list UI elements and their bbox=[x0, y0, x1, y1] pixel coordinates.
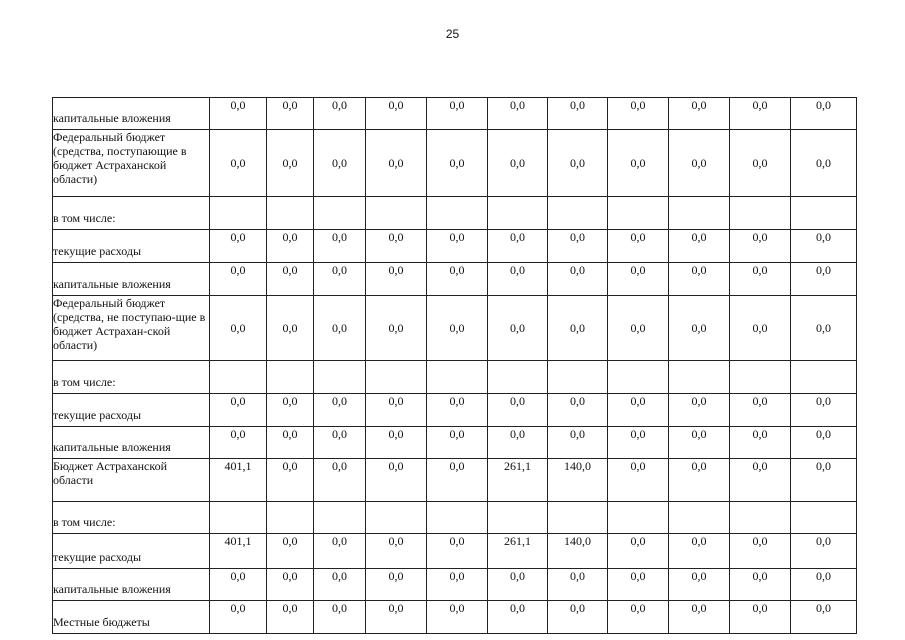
value-cell: 0,0 bbox=[210, 394, 267, 427]
value-cell: 0,0 bbox=[366, 263, 427, 296]
value-cell bbox=[314, 502, 366, 534]
value-cell: 0,0 bbox=[669, 263, 730, 296]
row-label: в том числе: bbox=[53, 197, 210, 230]
value-cell: 140,0 bbox=[548, 534, 608, 569]
value-cell: 0,0 bbox=[366, 98, 427, 130]
value-cell: 0,0 bbox=[669, 394, 730, 427]
value-cell bbox=[488, 502, 548, 534]
value-cell: 0,0 bbox=[210, 296, 267, 361]
value-cell: 401,1 bbox=[210, 459, 267, 502]
value-cell: 0,0 bbox=[267, 601, 314, 634]
value-cell: 0,0 bbox=[488, 130, 548, 197]
value-cell bbox=[427, 197, 488, 230]
value-cell: 0,0 bbox=[669, 534, 730, 569]
table-row bbox=[53, 459, 857, 502]
value-cell: 0,0 bbox=[314, 394, 366, 427]
value-cell bbox=[366, 502, 427, 534]
value-cell: 0,0 bbox=[314, 98, 366, 130]
value-cell: 0,0 bbox=[267, 569, 314, 601]
value-cell bbox=[210, 502, 267, 534]
value-cell: 0,0 bbox=[267, 394, 314, 427]
page-number: 25 bbox=[445, 27, 460, 41]
value-cell: 0,0 bbox=[314, 296, 366, 361]
value-cell: 0,0 bbox=[669, 427, 730, 459]
value-cell: 0,0 bbox=[488, 230, 548, 263]
value-cell: 0,0 bbox=[608, 230, 669, 263]
row-label: текущие расходы bbox=[53, 534, 210, 569]
value-cell: 0,0 bbox=[548, 394, 608, 427]
value-cell: 0,0 bbox=[669, 296, 730, 361]
value-cell bbox=[608, 502, 669, 534]
value-cell: 0,0 bbox=[488, 394, 548, 427]
value-cell: 0,0 bbox=[267, 459, 314, 502]
table-row bbox=[53, 98, 857, 130]
value-cell: 0,0 bbox=[427, 569, 488, 601]
value-cell: 0,0 bbox=[488, 263, 548, 296]
value-cell: 0,0 bbox=[427, 296, 488, 361]
value-cell: 0,0 bbox=[791, 296, 857, 361]
value-cell bbox=[669, 502, 730, 534]
value-cell: 0,0 bbox=[427, 601, 488, 634]
value-cell: 0,0 bbox=[427, 394, 488, 427]
value-cell: 0,0 bbox=[488, 427, 548, 459]
value-cell: 0,0 bbox=[427, 459, 488, 502]
value-cell: 0,0 bbox=[548, 296, 608, 361]
value-cell: 0,0 bbox=[548, 569, 608, 601]
table-row bbox=[53, 361, 857, 394]
table-row bbox=[53, 502, 857, 534]
value-cell: 0,0 bbox=[366, 459, 427, 502]
row-label: капитальные вложения bbox=[53, 263, 210, 296]
table-row bbox=[53, 296, 857, 361]
value-cell: 0,0 bbox=[608, 427, 669, 459]
value-cell: 0,0 bbox=[366, 296, 427, 361]
value-cell: 0,0 bbox=[730, 263, 791, 296]
value-cell: 0,0 bbox=[548, 230, 608, 263]
value-cell: 0,0 bbox=[314, 230, 366, 263]
value-cell: 0,0 bbox=[548, 130, 608, 197]
value-cell: 0,0 bbox=[791, 98, 857, 130]
row-label: текущие расходы bbox=[53, 230, 210, 263]
row-label: Местные бюджеты bbox=[53, 601, 210, 634]
value-cell: 0,0 bbox=[314, 130, 366, 197]
row-label: в том числе: bbox=[53, 361, 210, 394]
value-cell: 0,0 bbox=[314, 534, 366, 569]
table-row bbox=[53, 569, 857, 601]
value-cell: 0,0 bbox=[608, 569, 669, 601]
value-cell: 0,0 bbox=[488, 296, 548, 361]
budget-table bbox=[52, 97, 857, 634]
value-cell: 0,0 bbox=[608, 601, 669, 634]
value-cell: 0,0 bbox=[730, 394, 791, 427]
value-cell: 0,0 bbox=[730, 601, 791, 634]
value-cell bbox=[427, 502, 488, 534]
value-cell: 0,0 bbox=[427, 230, 488, 263]
value-cell: 0,0 bbox=[210, 98, 267, 130]
value-cell bbox=[669, 361, 730, 394]
value-cell bbox=[366, 361, 427, 394]
row-label: Бюджет Астраханской области bbox=[53, 459, 210, 502]
value-cell: 0,0 bbox=[314, 601, 366, 634]
value-cell bbox=[791, 197, 857, 230]
value-cell: 0,0 bbox=[314, 263, 366, 296]
value-cell: 0,0 bbox=[366, 427, 427, 459]
table-row bbox=[53, 427, 857, 459]
value-cell: 0,0 bbox=[210, 263, 267, 296]
value-cell bbox=[548, 361, 608, 394]
value-cell: 0,0 bbox=[608, 98, 669, 130]
table-row bbox=[53, 601, 857, 634]
value-cell: 0,0 bbox=[488, 601, 548, 634]
value-cell: 0,0 bbox=[366, 534, 427, 569]
value-cell: 0,0 bbox=[791, 569, 857, 601]
value-cell: 0,0 bbox=[314, 459, 366, 502]
value-cell: 261,1 bbox=[488, 534, 548, 569]
table-body bbox=[53, 98, 857, 634]
value-cell: 0,0 bbox=[488, 569, 548, 601]
value-cell bbox=[210, 197, 267, 230]
value-cell: 0,0 bbox=[427, 98, 488, 130]
value-cell: 0,0 bbox=[791, 601, 857, 634]
value-cell: 0,0 bbox=[366, 601, 427, 634]
value-cell: 0,0 bbox=[608, 130, 669, 197]
value-cell: 0,0 bbox=[791, 427, 857, 459]
value-cell: 0,0 bbox=[730, 230, 791, 263]
value-cell bbox=[608, 197, 669, 230]
value-cell: 0,0 bbox=[669, 601, 730, 634]
value-cell: 0,0 bbox=[608, 459, 669, 502]
value-cell bbox=[267, 361, 314, 394]
value-cell: 0,0 bbox=[730, 98, 791, 130]
table-row bbox=[53, 394, 857, 427]
table-row bbox=[53, 197, 857, 230]
value-cell: 0,0 bbox=[427, 263, 488, 296]
value-cell: 0,0 bbox=[267, 98, 314, 130]
value-cell: 0,0 bbox=[730, 296, 791, 361]
table-row bbox=[53, 130, 857, 197]
value-cell: 0,0 bbox=[791, 130, 857, 197]
value-cell: 0,0 bbox=[366, 569, 427, 601]
value-cell: 0,0 bbox=[314, 569, 366, 601]
value-cell: 0,0 bbox=[669, 569, 730, 601]
value-cell bbox=[730, 361, 791, 394]
value-cell: 261,1 bbox=[488, 459, 548, 502]
value-cell: 0,0 bbox=[267, 296, 314, 361]
value-cell: 0,0 bbox=[267, 230, 314, 263]
value-cell bbox=[669, 197, 730, 230]
value-cell: 0,0 bbox=[210, 427, 267, 459]
table-row bbox=[53, 534, 857, 569]
value-cell: 0,0 bbox=[730, 459, 791, 502]
value-cell bbox=[791, 502, 857, 534]
value-cell: 0,0 bbox=[427, 534, 488, 569]
value-cell: 0,0 bbox=[608, 263, 669, 296]
value-cell: 0,0 bbox=[210, 130, 267, 197]
value-cell: 0,0 bbox=[730, 427, 791, 459]
row-label: капитальные вложения bbox=[53, 427, 210, 459]
value-cell: 0,0 bbox=[791, 263, 857, 296]
table-row bbox=[53, 263, 857, 296]
value-cell bbox=[267, 197, 314, 230]
value-cell bbox=[548, 197, 608, 230]
value-cell: 140,0 bbox=[548, 459, 608, 502]
value-cell bbox=[427, 361, 488, 394]
value-cell: 0,0 bbox=[314, 427, 366, 459]
value-cell bbox=[488, 361, 548, 394]
value-cell: 0,0 bbox=[427, 130, 488, 197]
value-cell: 0,0 bbox=[366, 230, 427, 263]
value-cell bbox=[210, 361, 267, 394]
value-cell: 0,0 bbox=[608, 394, 669, 427]
value-cell bbox=[314, 197, 366, 230]
value-cell bbox=[730, 197, 791, 230]
value-cell: 0,0 bbox=[210, 569, 267, 601]
value-cell: 0,0 bbox=[791, 534, 857, 569]
value-cell bbox=[791, 361, 857, 394]
value-cell: 0,0 bbox=[210, 230, 267, 263]
value-cell: 0,0 bbox=[267, 534, 314, 569]
value-cell: 0,0 bbox=[669, 459, 730, 502]
row-label: капитальные вложения bbox=[53, 569, 210, 601]
value-cell bbox=[267, 502, 314, 534]
value-cell bbox=[366, 197, 427, 230]
value-cell: 0,0 bbox=[427, 427, 488, 459]
value-cell: 0,0 bbox=[791, 230, 857, 263]
value-cell bbox=[730, 502, 791, 534]
value-cell: 0,0 bbox=[608, 534, 669, 569]
value-cell: 0,0 bbox=[548, 263, 608, 296]
table-row bbox=[53, 230, 857, 263]
value-cell: 0,0 bbox=[669, 130, 730, 197]
value-cell bbox=[608, 361, 669, 394]
value-cell: 0,0 bbox=[730, 569, 791, 601]
value-cell: 0,0 bbox=[210, 601, 267, 634]
value-cell: 0,0 bbox=[366, 394, 427, 427]
value-cell: 0,0 bbox=[791, 459, 857, 502]
value-cell: 0,0 bbox=[488, 98, 548, 130]
row-label: текущие расходы bbox=[53, 394, 210, 427]
value-cell: 0,0 bbox=[669, 98, 730, 130]
value-cell: 0,0 bbox=[267, 427, 314, 459]
value-cell bbox=[548, 502, 608, 534]
row-label: Федеральный бюджет (средства, поступающие в бюджет Астраханской области) bbox=[53, 130, 210, 197]
value-cell: 0,0 bbox=[730, 130, 791, 197]
row-label: Федеральный бюджет (средства, не поступаю-щие в бюджет Астрахан-ской области) bbox=[53, 296, 210, 361]
value-cell: 0,0 bbox=[548, 98, 608, 130]
row-label: в том числе: bbox=[53, 502, 210, 534]
value-cell bbox=[488, 197, 548, 230]
value-cell: 0,0 bbox=[548, 601, 608, 634]
value-cell: 0,0 bbox=[366, 130, 427, 197]
value-cell: 0,0 bbox=[791, 394, 857, 427]
value-cell: 0,0 bbox=[669, 230, 730, 263]
value-cell: 0,0 bbox=[548, 427, 608, 459]
value-cell: 0,0 bbox=[267, 130, 314, 197]
value-cell: 0,0 bbox=[267, 263, 314, 296]
value-cell bbox=[314, 361, 366, 394]
value-cell: 0,0 bbox=[730, 534, 791, 569]
value-cell: 401,1 bbox=[210, 534, 267, 569]
value-cell: 0,0 bbox=[608, 296, 669, 361]
row-label: капитальные вложения bbox=[53, 98, 210, 130]
